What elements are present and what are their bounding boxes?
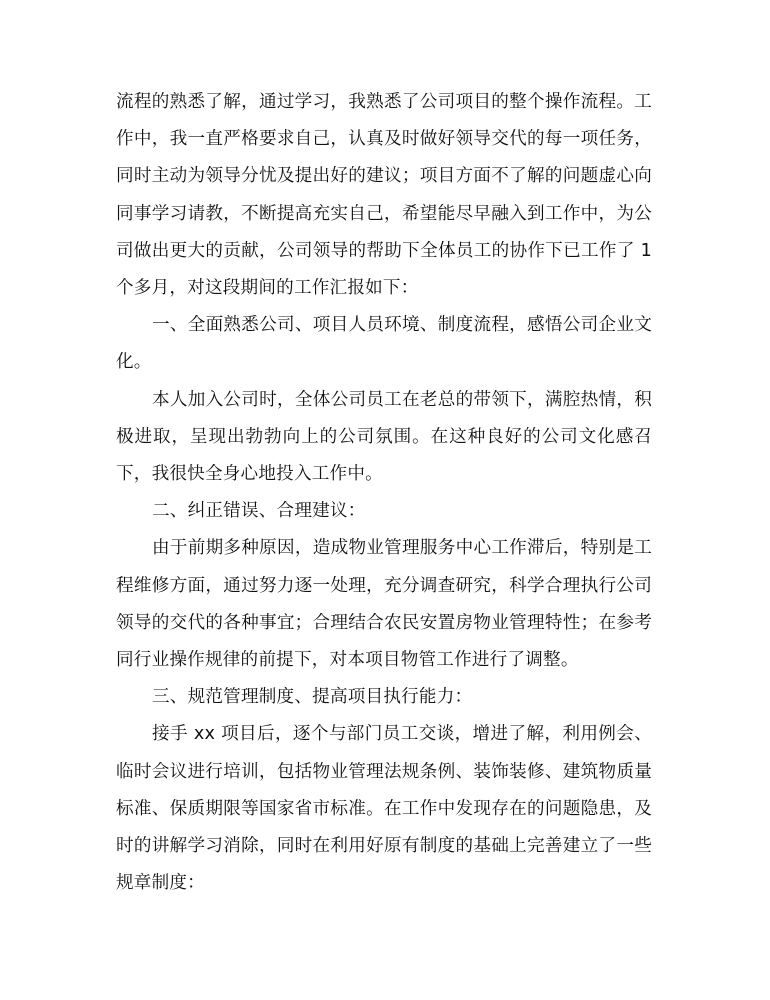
document-body <box>116 84 652 902</box>
heading-section-3: 三、规范管理制度、提高项目执行能力： <box>152 687 473 708</box>
paragraph-section-2: 由于前期多种原因，造成物业管理服务中心工作滞后，特别是工程维修方面，通过努力逐一处理，充分调查研究，科学合理执行公司领导的交代的各种事宜；合理结合农民安置房物业管理特性；在参考同行业操作规律的前提下，对本项目物管工作进行了调整。 <box>116 538 652 671</box>
heading-section-1: 一、全面熟悉公司、项目人员环境、制度流程，感悟公司企业文化。 <box>116 315 652 373</box>
paragraph-section-1: 本人加入公司时，全体公司员工在老总的带领下，满腔热情，积极进取，呈现出勃勃向上的公司氛围。在这种良好的公司文化感召下，我很快全身心地投入工作中。 <box>116 389 652 485</box>
paragraph-intro: 流程的熟悉了解，通过学习，我熟悉了公司项目的整个操作流程。工作中，我一直严格要求自己，认真及时做好领导交代的每一项任务，同时主动为领导分忧及提出好的建议；项目方面不了解的问题虚心向同事学习请教，不断提高充实自己，希望能尽早融入到工作中，为公司做出更大的贡献，公司领导的帮助下全体员工的协作下已工作了 1 个多月，对这段期间的工作汇报如下： <box>116 92 652 299</box>
heading-section-2: 二、纠正错误、合理建议： <box>152 501 366 522</box>
paragraph-section-3: 接手 xx 项目后，逐个与部门员工交谈，增进了解，利用例会、临时会议进行培训，包括物业管理法规条例、装饰装修、建筑物质量标准、保质期限等国家省市标准。在工作中发现存在的问题隐患，及时的讲解学习消除，同时在利用好原有制度的基础上完善建立了一些规章制度： <box>116 724 652 894</box>
